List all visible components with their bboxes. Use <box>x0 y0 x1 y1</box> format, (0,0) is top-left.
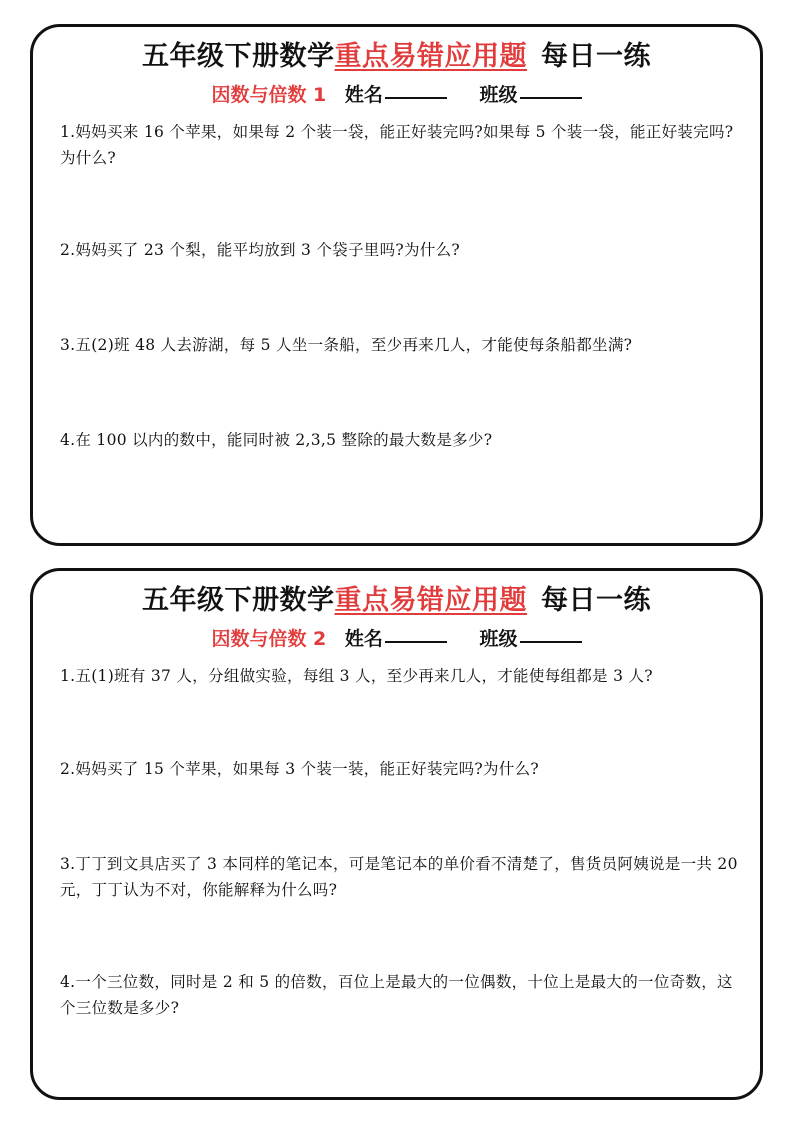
worksheet-card-1 <box>30 24 763 546</box>
class-field[interactable] <box>480 84 582 106</box>
question-4: 4.在 100 以内的数中，能同时被 2,3,5 整除的最大数是多少? <box>60 431 493 449</box>
name-label: 姓名 <box>344 628 383 650</box>
worksheet-subtitle <box>33 82 760 108</box>
question-3: 3.丁丁到文具店买了 3 本同样的笔记本，可是笔记本的单价看不清楚了，售货员阿姨说是一共 20 元，丁丁认为不对，你能解释为什么吗? <box>60 855 738 899</box>
name-blank[interactable] <box>385 640 447 643</box>
class-blank[interactable] <box>520 640 582 643</box>
class-label: 班级 <box>479 84 518 106</box>
question-2: 2.妈妈买了 15 个苹果，如果每 3 个装一装，能正好装完吗?为什么? <box>60 760 540 778</box>
question-2: 2.妈妈买了 23 个梨，能平均放到 3 个袋子里吗?为什么? <box>60 241 461 259</box>
worksheet-subtitle <box>33 626 760 652</box>
class-blank[interactable] <box>520 96 582 99</box>
question-4: 4.一个三位数，同时是 2 和 5 的倍数，百位上是最大的一位偶数，十位上是最大的一位奇数，这个三位数是多少? <box>60 973 733 1017</box>
question-3: 3.五(2)班 48 人去游湖，每 5 人坐一条船，至少再来几人，才能使每条船都坐满? <box>60 336 633 354</box>
title-prefix: 五年级下册数学 <box>142 585 335 616</box>
worksheet-title <box>33 583 760 619</box>
title-highlight: 重点易错应用题 <box>334 41 527 72</box>
question-1: 1.妈妈买来 16 个苹果，如果每 2 个装一袋，能正好装完吗?如果每 5 个装一袋，能正好装完吗?为什么? <box>60 123 734 167</box>
class-label: 班级 <box>479 628 518 650</box>
worksheet-title <box>33 39 760 75</box>
name-field[interactable] <box>345 84 447 106</box>
class-field[interactable] <box>480 628 582 650</box>
name-label: 姓名 <box>344 84 383 106</box>
title-highlight: 重点易错应用题 <box>334 585 527 616</box>
worksheet-card-2 <box>30 568 763 1100</box>
topic-label: 因数与倍数 1 <box>211 84 327 106</box>
title-suffix: 每日一练 <box>541 585 651 616</box>
question-1: 1.五(1)班有 37 人，分组做实验，每组 3 人，至少再来几人，才能使每组都是 3 人? <box>60 667 653 685</box>
name-blank[interactable] <box>385 96 447 99</box>
title-prefix: 五年级下册数学 <box>142 41 335 72</box>
name-field[interactable] <box>345 628 447 650</box>
title-suffix: 每日一练 <box>541 41 651 72</box>
topic-label: 因数与倍数 2 <box>211 628 327 650</box>
